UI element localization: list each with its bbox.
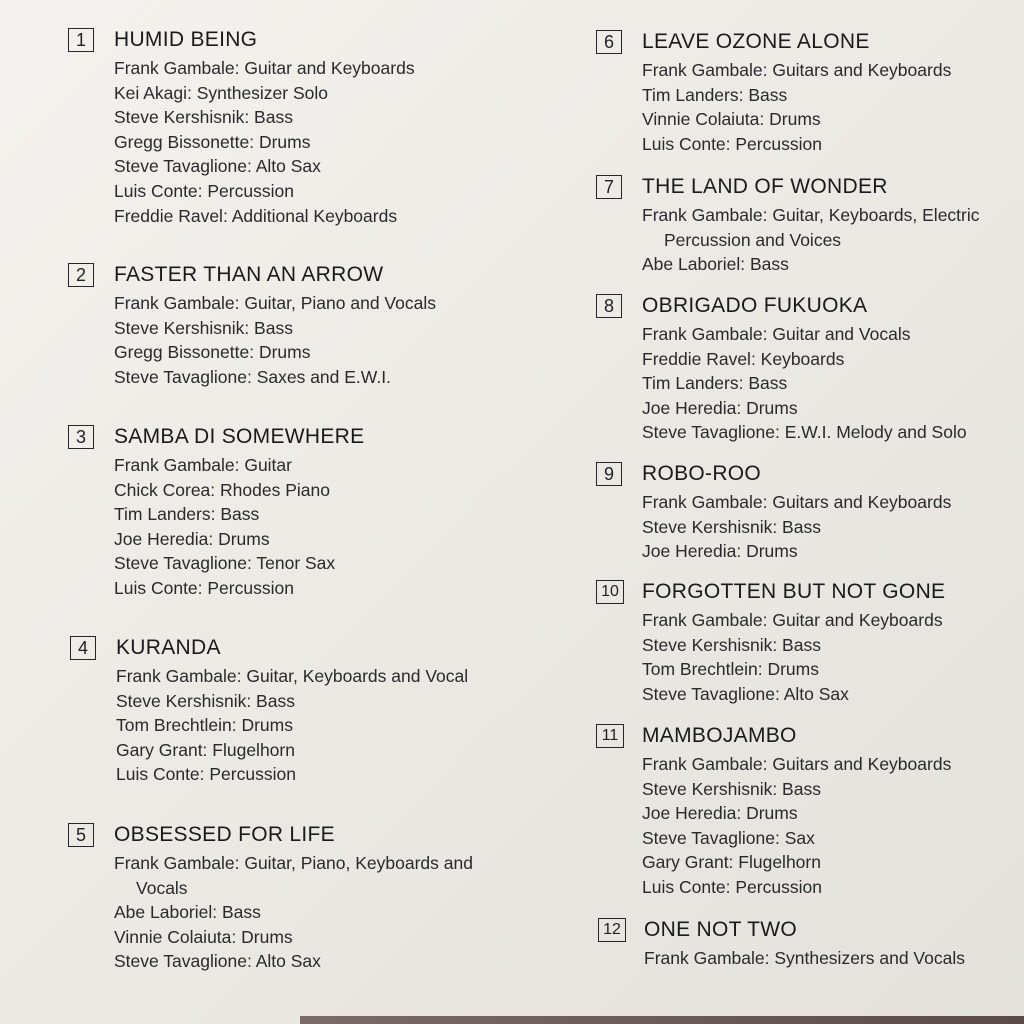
track-title: FASTER THAN AN ARROW [114, 263, 384, 286]
credit-line: Luis Conte: Percussion [116, 764, 296, 785]
track-title: LEAVE OZONE ALONE [642, 30, 870, 53]
track-number-box: 1 [68, 28, 94, 52]
credit-line: Frank Gambale: Guitars and Keyboards [642, 492, 952, 512]
credit-line: Steve Kershisnik: Bass [642, 778, 821, 799]
credit-line-continued: Vocals [136, 877, 188, 898]
credits-list [642, 490, 951, 564]
credit-line: Tim Landers: Bass [114, 504, 260, 525]
credits-list [114, 291, 436, 389]
track-title: MAMBOJAMBO [642, 724, 797, 747]
credit-line: Frank Gambale: Guitar, Piano, Keyboards and [114, 853, 473, 873]
credit-line: Gary Grant: Flugelhorn [642, 852, 821, 873]
credit-line: Tom Brechtlein: Drums [642, 659, 819, 680]
credit-line: Frank Gambale: Guitar, Keyboards, Electric [642, 205, 980, 225]
track-number-box: 12 [598, 918, 626, 942]
track-title: SAMBA DI SOMEWHERE [114, 425, 365, 448]
credit-line: Luis Conte: Percussion [114, 180, 294, 201]
credit-line: Gregg Bissonette: Drums [114, 342, 311, 363]
track-number-box: 5 [68, 823, 94, 847]
track-title: ONE NOT TWO [644, 918, 798, 941]
track-title: ROBO-ROO [642, 462, 762, 485]
credit-line: Frank Gambale: Guitar and Keyboards [114, 58, 415, 78]
credit-line: Frank Gambale: Guitar [114, 455, 292, 475]
credit-line: Frank Gambale: Guitar, Piano and Vocals [114, 293, 436, 313]
credit-line: Vinnie Colaiuta: Drums [114, 926, 293, 947]
track-number-box: 9 [596, 462, 622, 486]
track-title: KURANDA [116, 636, 221, 659]
booklet-bottom-edge [300, 1016, 1024, 1024]
credit-line: Chick Corea: Rhodes Piano [114, 479, 330, 500]
credit-line: Abe Laboriel: Bass [114, 902, 261, 923]
credits-list [642, 608, 943, 706]
credit-line: Luis Conte: Percussion [114, 577, 294, 598]
credit-line: Joe Heredia: Drums [642, 803, 798, 824]
track-number-box: 10 [596, 580, 624, 604]
credits-list [114, 851, 473, 974]
credit-line: Luis Conte: Percussion [642, 876, 822, 897]
track-title: OBSESSED FOR LIFE [114, 823, 335, 846]
credit-line: Frank Gambale: Guitars and Keyboards [642, 754, 952, 774]
credit-line: Freddie Ravel: Additional Keyboards [114, 205, 398, 226]
credit-line: Steve Kershisnik: Bass [642, 634, 821, 655]
credit-line: Joe Heredia: Drums [642, 541, 798, 562]
credit-line-continued: Percussion and Voices [664, 229, 842, 250]
credit-line: Vinnie Colaiuta: Drums [642, 109, 821, 130]
credit-line: Steve Tavaglione: Saxes and E.W.I. [114, 366, 391, 387]
credits-list [114, 56, 415, 228]
credit-line: Tom Brechtlein: Drums [116, 715, 293, 736]
credit-line: Frank Gambale: Guitar, Keyboards and Vocal [116, 666, 469, 686]
credit-line: Steve Tavaglione: Alto Sax [114, 156, 321, 177]
credit-line: Steve Tavaglione: E.W.I. Melody and Solo [642, 422, 967, 443]
credit-line: Frank Gambale: Guitars and Keyboards [642, 60, 952, 80]
credit-line: Steve Kershisnik: Bass [114, 317, 293, 338]
credits-list [116, 664, 468, 787]
credits-list [642, 752, 951, 900]
credit-line: Steve Kershisnik: Bass [642, 516, 821, 537]
track-number-box: 2 [68, 263, 94, 287]
track-number-box: 7 [596, 175, 622, 199]
credits-list [642, 203, 980, 277]
credit-line: Freddie Ravel: Keyboards [642, 348, 845, 369]
credits-list [642, 58, 951, 156]
credit-line: Steve Tavaglione: Alto Sax [114, 951, 321, 972]
credit-line: Tim Landers: Bass [642, 373, 788, 394]
track-title: OBRIGADO FUKUOKA [642, 294, 868, 317]
credit-line: Frank Gambale: Guitar and Vocals [642, 324, 911, 344]
track-number-box: 11 [596, 724, 624, 748]
credit-line: Steve Kershisnik: Bass [114, 107, 293, 128]
track-number-box: 4 [70, 636, 96, 660]
track-number-box: 3 [68, 425, 94, 449]
track-number-box: 6 [596, 30, 622, 54]
credit-line: Kei Akagi: Synthesizer Solo [114, 82, 329, 103]
credit-line: Frank Gambale: Synthesizers and Vocals [644, 948, 965, 968]
track-title: FORGOTTEN BUT NOT GONE [642, 580, 946, 603]
credit-line: Luis Conte: Percussion [642, 133, 822, 154]
credit-line: Steve Kershisnik: Bass [116, 690, 295, 711]
track-number-box: 8 [596, 294, 622, 318]
credit-line: Joe Heredia: Drums [642, 397, 798, 418]
credit-line: Tim Landers: Bass [642, 84, 788, 105]
track-title: HUMID BEING [114, 28, 258, 51]
credit-line: Steve Tavaglione: Tenor Sax [114, 553, 336, 574]
credit-line: Frank Gambale: Guitar and Keyboards [642, 610, 943, 630]
credit-line: Abe Laboriel: Bass [642, 254, 789, 275]
credits-list [114, 453, 335, 601]
credit-line: Steve Tavaglione: Sax [642, 827, 815, 848]
credit-line: Joe Heredia: Drums [114, 528, 270, 549]
credits-list [642, 322, 967, 445]
credits-list [644, 946, 965, 971]
credit-line: Gary Grant: Flugelhorn [116, 739, 295, 760]
track-title: THE LAND OF WONDER [642, 175, 888, 198]
credit-line: Steve Tavaglione: Alto Sax [642, 683, 849, 704]
credit-line: Gregg Bissonette: Drums [114, 131, 311, 152]
